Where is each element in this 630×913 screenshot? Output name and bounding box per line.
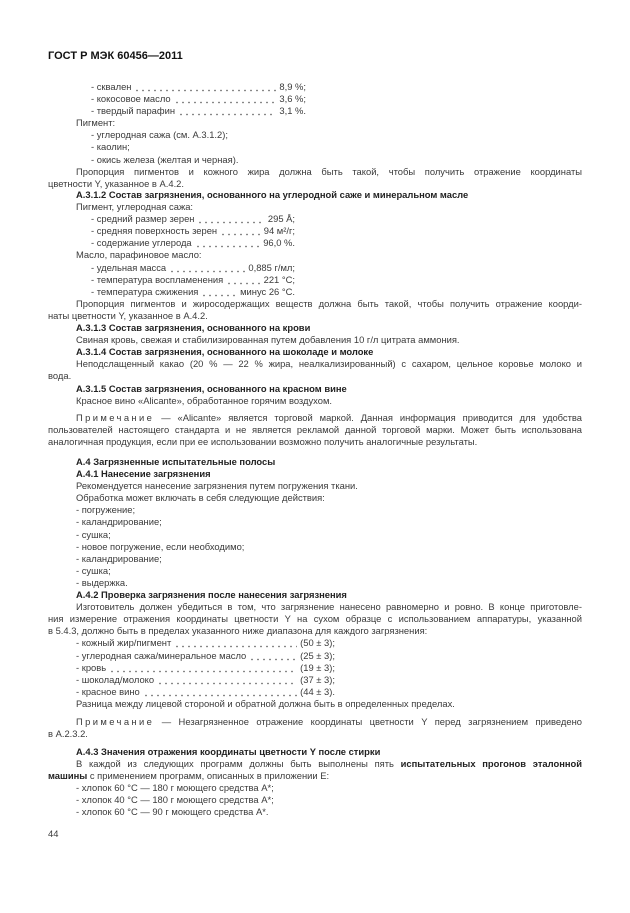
- note-text: аналогичная продукция, если при ее использовании возможно получить аналогичные результаты.: [48, 436, 478, 448]
- list-item: [48, 81, 306, 93]
- text: В каждой из следующих программ должны быть выполнены пять: [76, 758, 401, 770]
- paragraph-line: Изготовитель должен убедиться в том, что загрязнение нанесено равномерно и ровно. В конце приготовле-: [76, 601, 582, 613]
- oil-label: Масло, парафиновое масло:: [76, 249, 202, 261]
- list-item: [76, 674, 335, 686]
- item-label: - сквален: [91, 81, 132, 92]
- list-item: [48, 225, 295, 237]
- section-heading: А.3.1.5 Состав загрязнения, основанного на красном вине: [76, 382, 347, 394]
- item-label: - кокосовое масло: [91, 93, 171, 105]
- paragraph-line: Обработка может включать в себя следующие действия:: [76, 492, 325, 504]
- item-value: 94 м²/г;: [263, 225, 295, 237]
- dot-leader: [143, 686, 297, 698]
- list-item: - сушка;: [76, 528, 111, 540]
- item-value: 221 °С;: [263, 273, 295, 285]
- paragraph-line: Пропорция пигментов и кожного жира должна быть такой, чтобы получить отражение координаты: [76, 165, 582, 177]
- section-heading: А.4.1 Нанесение загрязнения: [76, 468, 211, 480]
- list-item: - каландрирование;: [76, 552, 162, 564]
- paragraph-line: Рекомендуется нанесение загрязнения путем погружения ткани.: [76, 480, 358, 492]
- paragraph-line: в 5.4.3, должно быть в пределах указанного ниже диапазона для каждого загрязнения:: [48, 625, 428, 637]
- bold-text: испытательных прогонов эталонной: [400, 758, 583, 770]
- list-item: [76, 686, 335, 698]
- pigment-label: Пигмент, углеродная сажа:: [76, 201, 194, 213]
- item-label: - содержание углерода: [91, 237, 192, 249]
- item-value: 8,9 %;: [279, 81, 306, 92]
- dot-leader: [174, 637, 297, 649]
- text: с применением программ, описанных в приложении Е:: [87, 770, 330, 782]
- item-value: (19 ± 3);: [300, 661, 335, 673]
- item-value: (25 ± 3);: [300, 649, 335, 661]
- dot-leader: [134, 81, 276, 93]
- item-value: минус 26 °С.: [240, 285, 295, 297]
- list-item: [48, 262, 295, 274]
- section-a4: [48, 456, 582, 710]
- bold-text: машины: [48, 770, 88, 782]
- item-value: (50 ± 3);: [300, 637, 335, 649]
- dot-leader: [226, 274, 260, 286]
- list-item: - каландрирование;: [76, 516, 162, 528]
- section-heading: А.4.2 Проверка загрязнения после нанесения загрязнения: [76, 589, 347, 601]
- item-label: - средний размер зерен: [91, 213, 195, 225]
- list-item: - углеродная сажа (см. А.3.1.2);: [91, 129, 228, 141]
- list-item: [76, 650, 335, 662]
- item-label: - температура воспламенения: [91, 273, 224, 285]
- paragraph-line: Пропорция пигментов и жиросодержащих веществ должна быть такой, чтобы получить отражение коорди-: [76, 297, 582, 309]
- item-value: 0,885 г/мл;: [248, 261, 295, 273]
- list-item: - выдержка.: [76, 576, 128, 588]
- section-heading: А.4 Загрязненные испытательные полосы: [76, 456, 276, 467]
- list-item: - окись железа (желтая и черная).: [91, 153, 239, 165]
- note-alicante: [48, 412, 582, 448]
- section-heading: А.4.3 Значения отражения координаты цветности Y после стирки: [76, 746, 381, 757]
- list-item: [48, 213, 295, 225]
- list-item: [48, 93, 306, 105]
- item-label: - кожный жир/пигмент: [76, 637, 172, 649]
- section-a312-a315: [48, 189, 582, 407]
- item-label: - средняя поверхность зерен: [91, 225, 218, 237]
- section-heading: А.3.1.4 Состав загрязнения, основанного на шоколаде и молоке: [76, 346, 374, 358]
- item-value: 3,1 %.: [279, 105, 306, 117]
- list-item: [48, 274, 295, 286]
- dot-leader: [195, 237, 261, 249]
- section-a43: [48, 746, 582, 819]
- paragraph-line: цветности Y, указанное в А.4.2.: [48, 177, 184, 189]
- note-text: — «Alicante» является торговой маркой. Данная информация приводится для удобства: [154, 412, 582, 423]
- item-value: 295 Å;: [267, 213, 295, 225]
- note-label: Примечание: [76, 716, 155, 727]
- dot-leader: [174, 93, 277, 105]
- note-label: Примечание: [76, 412, 155, 423]
- list-item: [76, 662, 335, 674]
- section-skin-fat: [48, 81, 582, 190]
- item-value: 3,6 %;: [279, 93, 306, 105]
- paragraph-line: Неподслащенный какао (20 % — 22 % жира, неалкализированный) с сахаром, цельное коровье молоко и: [76, 358, 582, 370]
- dot-leader: [178, 105, 276, 117]
- paragraph-line: [48, 758, 582, 770]
- paragraph-line: Разница между лицевой стороной и обратной должна быть в определенных пределах.: [76, 697, 455, 709]
- dot-leader: [157, 674, 297, 686]
- paragraph-line: наты цветности Y, указанное в А.4.2.: [48, 309, 208, 321]
- list-item: [48, 286, 295, 298]
- item-label: - удельная масса: [91, 261, 167, 273]
- item-value: (37 ± 3);: [300, 673, 335, 685]
- item-label: - красное вино: [76, 685, 140, 697]
- document-header: ГОСТ Р МЭК 60456—2011: [48, 50, 183, 62]
- dot-leader: [197, 213, 264, 225]
- item-label: - температура сжижения: [91, 285, 199, 297]
- dot-leader: [220, 225, 261, 237]
- section-heading: А.3.1.3 Состав загрязнения, основанного на крови: [76, 322, 311, 334]
- page-number: 44: [48, 828, 59, 839]
- paragraph-line: [48, 770, 582, 782]
- item-value: 96,0 %.: [263, 237, 295, 249]
- item-label: - кровь: [76, 661, 107, 673]
- dot-leader: [169, 262, 245, 274]
- note-text: — Незагрязненное отражение координаты цветности Y перед загрязнением приведено: [154, 716, 582, 727]
- paragraph-line: ния измерение отражения координаты цветности Y на сухом образце с использованием аппаратуры, указанной: [48, 613, 582, 625]
- list-item: - сушка;: [76, 564, 111, 576]
- item-label: - шоколад/молоко: [76, 673, 155, 685]
- list-item: - каолин;: [91, 141, 130, 153]
- item-value: (44 ± 3).: [300, 685, 335, 697]
- note-reflectance: [48, 716, 582, 740]
- list-item: [48, 105, 306, 117]
- list-item: - хлопок 60 °С — 180 г моющего средства А*;: [76, 782, 274, 794]
- paragraph-line: Свиная кровь, свежая и стабилизированная путем добавления 10 г/л цитрата аммония.: [76, 334, 460, 346]
- paragraph-line: вода.: [48, 370, 72, 382]
- dot-leader: [249, 650, 297, 662]
- note-text: пользователей настоящего стандарта и не является рекламой данной торговой марки. Может быть использована: [48, 424, 582, 436]
- paragraph-line: Красное вино «Alicante», обработанное горячим воздухом.: [76, 394, 333, 406]
- list-item: [76, 637, 335, 649]
- section-heading: А.3.1.2 Состав загрязнения, основанного на углеродной саже и минеральном масле: [76, 189, 469, 200]
- dot-leader: [109, 662, 297, 674]
- list-item: [48, 237, 295, 249]
- list-item: - погружение;: [76, 504, 136, 516]
- note-text: в А.2.3.2.: [48, 728, 88, 740]
- list-item: - хлопок 60 °С — 90 г моющего средства А*.: [76, 806, 269, 818]
- list-item: - хлопок 40 °С — 180 г моющего средства А*;: [76, 794, 274, 806]
- item-label: - углеродная сажа/минеральное масло: [76, 649, 247, 661]
- item-label: - твердый парафин: [91, 105, 176, 117]
- pigment-label: Пигмент:: [76, 117, 116, 129]
- list-item: - новое погружение, если необходимо;: [76, 540, 245, 552]
- dot-leader: [201, 286, 237, 298]
